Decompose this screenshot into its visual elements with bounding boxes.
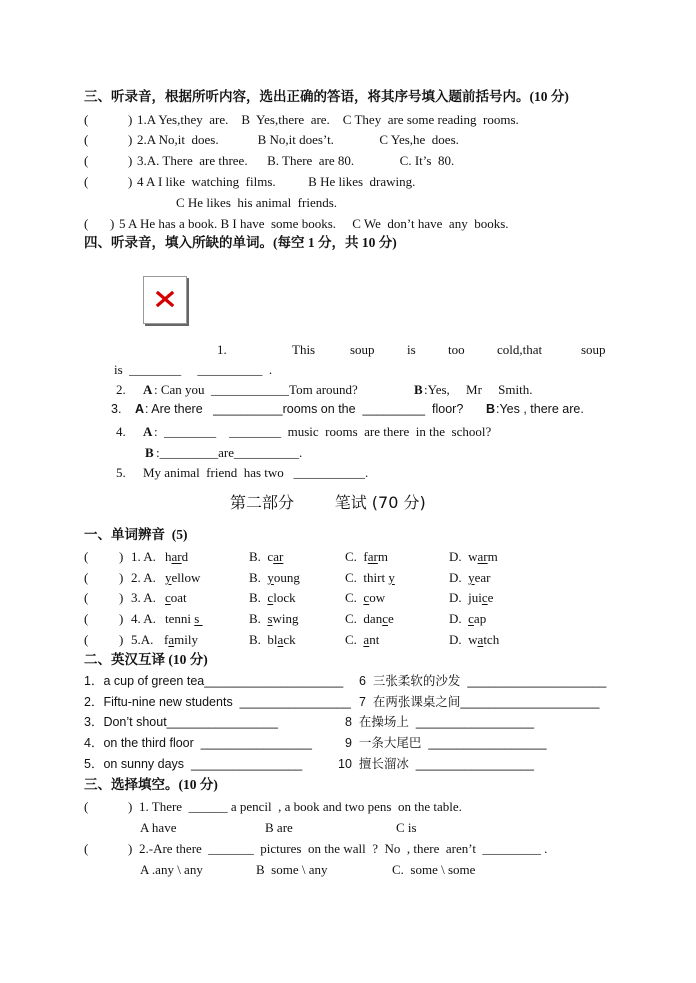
paren-close: ): [128, 132, 133, 147]
listening-section-4-title: 四、听录音，填入所缺的单词。(每空 1 分，共 10 分): [84, 235, 397, 250]
paren-open: (: [84, 216, 89, 231]
word-part: D. w: [449, 632, 478, 647]
word-part: ap: [473, 611, 487, 626]
broken-image-icon: [143, 276, 187, 324]
word-part: ellow: [171, 570, 201, 585]
fill-q1-word: This: [292, 342, 316, 357]
speaker-b-label: B: [145, 445, 154, 460]
paren-open: (: [84, 153, 89, 168]
word-part: B.: [249, 590, 268, 605]
speaker-b-label: B: [486, 402, 496, 416]
phonics-number: 2. A.: [131, 570, 156, 585]
phonics-option-a: [165, 612, 203, 625]
word-part: ow: [369, 590, 386, 605]
speaker-a-label: A: [143, 382, 153, 397]
translation-item: 4．on the third floor ________________: [84, 736, 312, 750]
word-part: D.: [449, 570, 469, 585]
underlined-letters: s: [194, 611, 203, 626]
translation-item: 2．Fiftu-nine new students ________________: [84, 695, 351, 709]
word-part: D.: [449, 611, 469, 626]
underlined-letters: ar: [477, 549, 488, 564]
word-part: B.: [249, 611, 268, 626]
phonics-option-d: [449, 612, 486, 625]
fill-q1-word: soup: [581, 342, 606, 357]
word-part: C. dan: [345, 611, 383, 626]
phonics-option-b: [249, 612, 298, 625]
translation-item: 10 擅长溜冰 _________________: [338, 757, 534, 771]
fill-q1-line2: is ________ __________ .: [114, 362, 273, 377]
phonics-number: 1. A.: [131, 549, 156, 564]
fill-q2-text: : Can you ____________Tom around?: [154, 382, 371, 397]
word-part: C.: [345, 632, 364, 647]
fill-q2-num: 2.: [116, 382, 126, 397]
phonics-option-a: [164, 633, 198, 646]
speaker-a-label: A: [143, 424, 153, 439]
underlined-letters: y: [165, 570, 172, 585]
fill-q5-num: 5.: [116, 465, 126, 480]
paren-open: (: [84, 549, 89, 564]
phonics-option-a: [165, 591, 187, 604]
underlined-letters: a: [477, 632, 484, 647]
choice-q1-option-b: B are: [265, 820, 293, 835]
word-part: C.: [345, 590, 364, 605]
paren-close: ): [119, 549, 124, 564]
word-part: tenni: [165, 611, 195, 626]
translation-item: 7 在两张课桌之间____________________: [359, 695, 600, 709]
word-part: tch: [483, 632, 500, 647]
underlined-letters: y: [267, 570, 274, 585]
phonics-option-b: [249, 591, 296, 604]
underlined-letters: c: [382, 611, 388, 626]
paren-open: (: [84, 590, 89, 605]
choice-q2-option-c: C. some \ some: [392, 862, 476, 877]
paren-open: (: [84, 611, 89, 626]
underlined-letters: y: [388, 570, 395, 585]
phonics-number: 3. A.: [131, 590, 156, 605]
underlined-letters: c: [468, 611, 474, 626]
underlined-letters: a: [277, 632, 284, 647]
translation-item: 1．a cup of green tea____________________: [84, 674, 344, 688]
choice-q2-option-a: A .any \ any: [140, 862, 203, 877]
word-part: wing: [272, 611, 299, 626]
phonics-option-d: [449, 550, 498, 563]
listening-item-4: 4 A I like watching films. B He likes drawing.: [137, 174, 416, 189]
listening-item-2: 2.A No,it does. B No,it does’t. C Yes,he does.: [137, 132, 459, 147]
phonics-option-b: [249, 571, 300, 584]
translation-item: 9 一条大尾巴 _________________: [345, 736, 547, 750]
fill-q3-answer: :Yes , there are.: [496, 402, 584, 416]
word-part: B.: [249, 570, 268, 585]
paren-close: ): [128, 174, 133, 189]
word-part: B. c: [249, 549, 274, 564]
listening-item-4-option-c: C He likes his animal friends.: [176, 195, 338, 210]
underlined-letters: s: [267, 611, 273, 626]
translation-item: 6 三张柔软的沙发 ____________________: [359, 674, 607, 688]
translation-section-title: 二、英汉互译 (10 分): [84, 652, 208, 667]
translation-item: 3．Don’t shout________________: [84, 715, 278, 729]
phonics-option-c: [345, 591, 385, 604]
choice-q1-option-c: C is: [396, 820, 417, 835]
fill-q1-word: cold,that: [497, 342, 543, 357]
paren-open: (: [84, 174, 89, 189]
phonics-option-b: [249, 550, 283, 563]
word-part: f: [164, 632, 169, 647]
paren-close: ): [110, 216, 115, 231]
paren-close: ): [119, 632, 124, 647]
phonics-section-title: 一、单词辨音 (5): [84, 527, 188, 542]
fill-q4-answer: :_________are__________.: [156, 445, 303, 460]
paren-open: (: [84, 632, 89, 647]
fill-q4-text: : ________ ________ music rooms are there in the school?: [154, 424, 492, 439]
word-part: ck: [283, 632, 296, 647]
paren-close: ): [119, 570, 124, 585]
underlined-letters: c: [363, 590, 370, 605]
listening-item-1: 1.A Yes,they are. B Yes,there are. C They are some reading rooms.: [137, 112, 519, 127]
speaker-a-label: A: [135, 402, 145, 416]
phonics-number: 4. A.: [131, 611, 156, 626]
word-part: d: [181, 549, 189, 564]
phonics-option-a: [165, 571, 200, 584]
phonics-option-b: [249, 633, 296, 646]
paren-open: (: [84, 132, 89, 147]
phonics-option-d: [449, 633, 499, 646]
paren-open: (: [84, 841, 89, 856]
paren-close: ): [128, 841, 133, 856]
underlined-letters: ar: [273, 549, 284, 564]
fill-q5-text: My animal friend has two ___________.: [143, 465, 369, 480]
translation-item: 8 在操场上 _________________: [345, 715, 535, 729]
paren-close: ): [119, 590, 124, 605]
phonics-option-c: [345, 612, 394, 625]
paren-close: ): [128, 799, 133, 814]
underlined-letters: c: [165, 590, 171, 605]
paren-open: (: [84, 112, 89, 127]
word-part: lock: [273, 590, 296, 605]
phonics-option-d: [449, 571, 491, 584]
word-part: m: [487, 549, 498, 564]
word-part: D. w: [449, 549, 478, 564]
word-part: C. f: [345, 549, 368, 564]
fill-q3-text: : Are there __________rooms on the _________ floor?: [145, 402, 471, 416]
fill-q1-word: too: [448, 342, 465, 357]
listening-section-3-title: 三、听录音，根据所听内容，选出正确的答语，将其序号填入题前括号内。(10 分): [84, 89, 569, 104]
word-part: B. bl: [249, 632, 278, 647]
choice-q2: 2.-Are there _______ pictures on the wall ? No , there aren’t _________ .: [139, 841, 548, 856]
paren-open: (: [84, 799, 89, 814]
underlined-letters: ar: [171, 549, 182, 564]
choice-q1: 1. There ______ a pencil , a book and two pens on the table.: [139, 799, 462, 814]
underlined-letters: c: [267, 590, 274, 605]
fill-q3-num: 3.: [111, 402, 122, 416]
word-part: h: [165, 549, 172, 564]
fill-q1-word: is: [407, 342, 416, 357]
fill-q4-num: 4.: [116, 424, 126, 439]
word-part: D. jui: [449, 590, 482, 605]
paren-close: ): [128, 153, 133, 168]
word-part: e: [487, 590, 494, 605]
word-part: nt: [369, 632, 380, 647]
phonics-option-c: [345, 550, 388, 563]
phonics-option-d: [449, 591, 493, 604]
fill-q1-num: 1.: [217, 342, 227, 357]
word-part: e: [387, 611, 394, 626]
word-part: ear: [474, 570, 491, 585]
phonics-option-c: [345, 571, 395, 584]
underlined-letters: a: [168, 632, 175, 647]
phonics-option-c: [345, 633, 379, 646]
underlined-letters: y: [468, 570, 475, 585]
underlined-letters: a: [363, 632, 370, 647]
word-part: oat: [170, 590, 187, 605]
underlined-letters: ar: [367, 549, 378, 564]
phonics-option-a: [165, 550, 188, 563]
listening-item-3: 3.A. There are three. B. There are 80. C. It’s 80.: [137, 153, 455, 168]
paren-open: (: [84, 570, 89, 585]
paren-close: ): [119, 611, 124, 626]
word-part: m: [377, 549, 388, 564]
choice-q2-option-b: B some \ any: [256, 862, 328, 877]
speaker-b-label: B: [414, 382, 423, 397]
fill-q1-word: soup: [350, 342, 375, 357]
translation-item: 5．on sunny days ________________: [84, 757, 303, 771]
choice-q1-option-a: A have: [140, 820, 177, 835]
listening-item-5: 5 A He has a book. B I have some books. C We don’t have any books.: [119, 216, 509, 231]
word-part: C. thirt: [345, 570, 389, 585]
paren-close: ): [128, 112, 133, 127]
underlined-letters: c: [481, 590, 488, 605]
part-2-title: 第二部分 笔试 (70 分): [230, 493, 426, 512]
word-part: mily: [174, 632, 198, 647]
fill-q2-answer: :Yes, Mr Smith.: [424, 382, 533, 397]
word-part: oung: [273, 570, 300, 585]
phonics-number: 5.A.: [131, 632, 154, 647]
multiple-choice-section-title: 三、选择填空。(10 分): [84, 777, 218, 792]
